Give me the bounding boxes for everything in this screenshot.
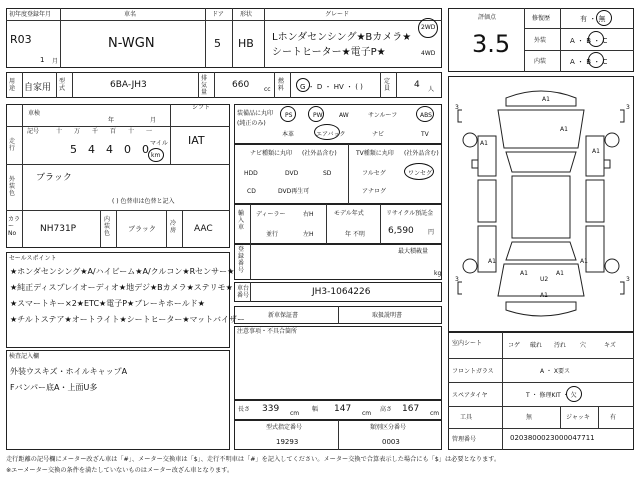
year-label: 年	[108, 117, 115, 124]
jack-value: 有	[610, 414, 617, 421]
diag-mark-8: A1	[556, 270, 564, 277]
equip-airbag-circle	[314, 124, 340, 140]
score-value: 3.5	[472, 30, 511, 58]
diag-bracket-4: 3	[626, 276, 630, 283]
equip-abs: ABS	[420, 112, 432, 119]
chassis-value: JH3-1064226	[312, 287, 371, 297]
width-label: 幅	[312, 406, 319, 413]
displacement-label: 排気量	[201, 75, 208, 96]
diag-mark-9: A1	[580, 258, 588, 265]
room-item-3: 汚れ	[554, 342, 567, 349]
interior-grade: A ・ B ・ C	[570, 58, 608, 66]
import-dealer: ディーラー	[256, 211, 286, 218]
digit-4: 百	[110, 128, 117, 135]
mileage-label: 走行	[9, 138, 16, 152]
diag-mark-4: A1	[592, 148, 600, 155]
sales-point-title: セールスポイント	[9, 255, 57, 262]
exterior-color-value: ブラック	[36, 173, 72, 183]
sales-point-line-3: ★スマートキー×2★ETC★電子P★ブレーキホールド★	[10, 299, 205, 308]
new-car-warranty: 新車保証書	[268, 312, 299, 319]
inspector-title: 検査記入欄	[9, 353, 40, 360]
first-reg-label: 初年度登録年月	[9, 11, 52, 18]
symbol-label: 記号	[27, 128, 40, 135]
sales-point-line-4: ★チルトステア★オートライト★シートヒーター★マットバイザー	[10, 315, 246, 324]
digit-1: 十	[56, 128, 63, 135]
footer-line-1: 走行距離の記号欄にメーター改ざん車は「#」、メーター交換車は「$」、走行不明車は「#」を記入してください。メーター交換で合算表示した場合にも「$」は必要となります。	[6, 456, 501, 463]
interior-circle	[588, 52, 604, 68]
mileage-section: 車検	[28, 110, 41, 117]
diag-mark-10: A1	[540, 292, 548, 299]
exterior-grade: A ・ B ・ C	[570, 37, 608, 45]
tv-title: TV種類に丸印	[356, 150, 394, 157]
month-unit: 月	[52, 58, 59, 65]
km-label: km	[151, 152, 161, 159]
exterior-label: 外装	[534, 37, 547, 44]
mileage-digit-3: 4	[106, 143, 113, 156]
room-label: 室内シート	[452, 340, 483, 347]
diag-bracket-3: 3	[455, 276, 459, 283]
class-no-value: 0003	[382, 438, 400, 446]
grade-line2: シートヒーター★電子P★	[272, 47, 386, 58]
interior-color-value: ブラック	[128, 225, 156, 233]
equip-aw: AW	[339, 112, 349, 119]
manage-label: 管理番号	[452, 436, 477, 443]
grade-line1: Lホンダセンシング★Bカメラ★	[272, 32, 412, 43]
inspector-box	[6, 350, 230, 450]
repair-options: 有 ・ 無	[580, 15, 606, 23]
equip-sunroof: サンルーフ	[368, 112, 398, 119]
score-label: 評価点	[478, 14, 497, 21]
diag-mark-3: A1	[480, 140, 488, 147]
chassis-label: 車台番号	[237, 285, 250, 299]
color-note: ( ) 色替車は色替と記入	[112, 198, 175, 205]
first-reg-value: R03	[10, 33, 32, 46]
repair-label: 修復歴	[532, 15, 551, 22]
windshield-value: A ・ X要ス	[540, 368, 571, 375]
interior-color-label: 内装色	[104, 216, 111, 237]
shift-label: シフト	[192, 104, 211, 111]
color-no-label: カラーNo	[8, 216, 21, 237]
reg-no-label: 登録番号	[238, 246, 245, 274]
equipment-title: 装備品に丸印	[237, 110, 274, 117]
shape-value: HB	[238, 37, 254, 50]
manage-value: 0203800023000047711	[510, 434, 595, 442]
digit-3: 千	[92, 128, 99, 135]
length-unit: cm	[290, 410, 300, 417]
room-item-4: 穴	[580, 342, 587, 349]
navi-dvd: DVD	[285, 170, 299, 177]
navi-dvd-play: DVD再生可	[278, 188, 310, 195]
color-no-value: NH731P	[40, 224, 77, 234]
repair-circle	[596, 10, 612, 26]
notes-box	[234, 326, 442, 400]
spare-label: スペアタイヤ	[452, 392, 488, 399]
length-value: 339	[262, 404, 280, 414]
tv-oneseg: ワンセグ	[408, 170, 433, 177]
model-year-value: 年 不明	[345, 231, 365, 238]
mileage-digit-5: 0	[142, 143, 149, 156]
tv-note: (社外品含む)	[404, 150, 439, 157]
first-reg-month: 1	[40, 56, 45, 64]
sales-point-line-2: ★純正ディスプレイオーディオ★地デジ★Bカメラ★ステリモ★	[10, 283, 233, 292]
diag-bracket-1: 3	[455, 104, 459, 111]
model-year-label: モデル年式	[334, 210, 364, 217]
equip-leather: 本革	[282, 131, 295, 138]
windshield-label: フロントガラス	[452, 368, 494, 375]
recycle-label: リサイクル預託金	[386, 210, 434, 217]
capacity-label: 定員	[384, 78, 391, 92]
room-item-5: キズ	[604, 342, 616, 349]
interior-label: 内装	[534, 58, 547, 65]
equip-ps: PS	[285, 112, 293, 119]
tv-analog: アナログ	[362, 188, 387, 195]
ac-value: AAC	[194, 224, 213, 234]
tools-label: 工具	[460, 414, 473, 421]
car-name: N-WGN	[108, 36, 155, 51]
inspector-line-1: 外装ウスキズ・ホイルキャップA	[10, 367, 128, 376]
equip-ps-circle	[280, 106, 296, 122]
recycle-unit: 円	[428, 229, 435, 236]
navi-note: (社外品含む)	[302, 150, 337, 157]
jack-label: ジャッキ	[566, 414, 590, 421]
navi-hdd: HDD	[244, 170, 258, 177]
equipment-note: (純正のみ)	[237, 120, 266, 127]
doors-value: 5	[214, 37, 221, 50]
diag-mark-7: U2	[540, 276, 549, 283]
shape-label: 形状	[240, 11, 253, 18]
inspector-line-2: Fバンパー底A・上面U多	[10, 383, 98, 392]
mileage-digit-4: 0	[124, 143, 131, 156]
equip-airbag: エアバック	[316, 131, 346, 138]
tv-oneseg-circle	[404, 163, 434, 180]
interior-check-box	[448, 332, 634, 450]
length-label: 長さ	[238, 406, 251, 413]
navi-sd: SD	[323, 170, 332, 177]
diag-bracket-2: 3	[626, 104, 630, 111]
model-value: 6BA-JH3	[110, 80, 147, 90]
recycle-value: 6,590	[388, 226, 414, 236]
grade-label: グレード	[325, 11, 350, 18]
type-cert-value: 19293	[276, 438, 299, 446]
height-value: 167	[402, 404, 420, 414]
capacity-unit: 人	[428, 86, 435, 93]
diag-mark-1: A1	[542, 96, 550, 103]
use-label: 用途	[9, 78, 16, 92]
spare-circle	[566, 386, 582, 402]
exterior-circle	[588, 31, 604, 47]
equip-navi: ナビ	[372, 131, 385, 138]
width-unit: cm	[362, 410, 372, 417]
mileage-digit-2: 4	[88, 143, 95, 156]
cc-unit: cc	[264, 86, 271, 93]
equip-pw-circle	[308, 106, 324, 122]
width-value: 147	[334, 404, 352, 414]
import-label: 輸入車	[238, 210, 245, 231]
diag-mark-5: A1	[488, 258, 496, 265]
spare-value: T ・ 修理KIT ・ 欠	[526, 392, 577, 399]
drive-4wd: 4WD	[421, 50, 436, 57]
footer-line-2: ※エーメーター交換の条件を満たしていないものはメーター改ざん車となります。	[6, 467, 234, 474]
displacement-value: 660	[232, 80, 250, 90]
use-value: 自家用	[24, 83, 52, 93]
height-label: 高さ	[380, 406, 393, 413]
exterior-color-label: 外装色	[9, 176, 16, 197]
equip-abs-circle	[416, 106, 434, 122]
sales-point-line-1: ★ホンダセンシング★A/ハイビーム★A/クルコン★Rセンサー★	[10, 267, 235, 276]
tv-fullseg: フルセグ	[362, 170, 386, 177]
notes-title: 注意事項・不具合箇所	[237, 328, 298, 335]
diag-mark-2: A1	[560, 126, 568, 133]
ac-label: 冷房	[170, 220, 177, 234]
import-parallel: 並行	[266, 231, 279, 238]
navi-cd: CD	[247, 188, 256, 195]
class-no-label: 類別区分番号	[370, 424, 407, 431]
max-load-label: 最大積載量	[398, 248, 429, 255]
room-item-1: コゲ	[508, 342, 521, 349]
capacity-value: 4	[414, 80, 420, 90]
import-right-hand: 右H	[303, 211, 314, 218]
mileage-digit-1: 5	[70, 143, 77, 156]
type-cert-label: 型式指定番号	[266, 424, 303, 431]
equip-tv: TV	[421, 131, 429, 138]
digit-2: 万	[74, 128, 81, 135]
mile-label: マイル	[150, 140, 168, 147]
room-item-2: 破れ	[530, 342, 543, 349]
shift-value: IAT	[188, 134, 205, 147]
drive-2wd: 2WD	[421, 24, 436, 31]
diag-mark-6: A1	[520, 270, 528, 277]
max-load-unit: kg	[434, 270, 442, 277]
doors-label: ドア	[212, 11, 224, 18]
fuel-options: G ・ D ・ HV ・ ( )	[300, 83, 363, 91]
model-label: 型式	[59, 78, 66, 92]
digit-5: 十	[128, 128, 135, 135]
import-left-hand: 左H	[303, 231, 314, 238]
month-label: 月	[150, 117, 157, 124]
navi-title: ナビ種類に丸印	[250, 150, 293, 157]
car-name-label: 車名	[124, 11, 137, 18]
equip-pw: PW	[313, 112, 323, 119]
digit-6: 一	[146, 128, 153, 135]
fuel-circle	[296, 78, 310, 92]
fuel-label: 燃料	[278, 78, 285, 92]
tools-value: 無	[526, 414, 533, 421]
height-unit: cm	[430, 410, 440, 417]
instruction-manual: 取扱説明書	[372, 312, 403, 319]
